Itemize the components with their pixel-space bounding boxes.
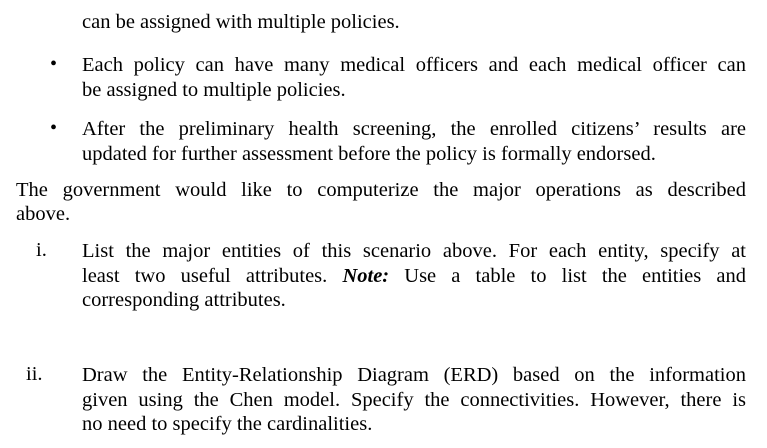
bullet-2-line-2: updated for further assessment before the policy is formally endorsed. (82, 143, 656, 165)
bullet-marker: • (50, 53, 58, 75)
question-i-line-2-end: Use a table to list the entities and (389, 265, 747, 287)
bullet-marker: • (50, 117, 58, 139)
question-i-line-2-start: least two useful attributes. (82, 265, 343, 287)
bullet-continuation-text: can be assigned with multiple policies. (82, 11, 400, 33)
note-label: Note: (342, 265, 390, 287)
question-ii-line-2: given using the Chen model. Specify the connectivities. However, there is (82, 389, 746, 411)
bullet-1-line-1: Each policy can have many medical officers and each medical officer can (82, 54, 746, 76)
question-i-line-3: corresponding attributes. (82, 289, 286, 311)
question-i-line-1: List the major entities of this scenario above. For each entity, specify at (82, 240, 746, 262)
paragraph-line-1: The government would like to computerize the major operations as described (16, 179, 746, 201)
question-number: i. (36, 239, 47, 261)
bullet-1-line-2: be assigned to multiple policies. (82, 79, 346, 101)
bullet-2-line-1: After the preliminary health screening, the enrolled citizens’ results are (82, 118, 746, 140)
question-ii-line-3: no need to specify the cardinalities. (82, 413, 373, 435)
question-number: ii. (26, 363, 43, 385)
question-ii-line-1: Draw the Entity-Relationship Diagram (ERD) based on the information (82, 364, 746, 386)
paragraph-line-2: above. (16, 203, 71, 225)
question-i-line-2 (82, 264, 746, 289)
